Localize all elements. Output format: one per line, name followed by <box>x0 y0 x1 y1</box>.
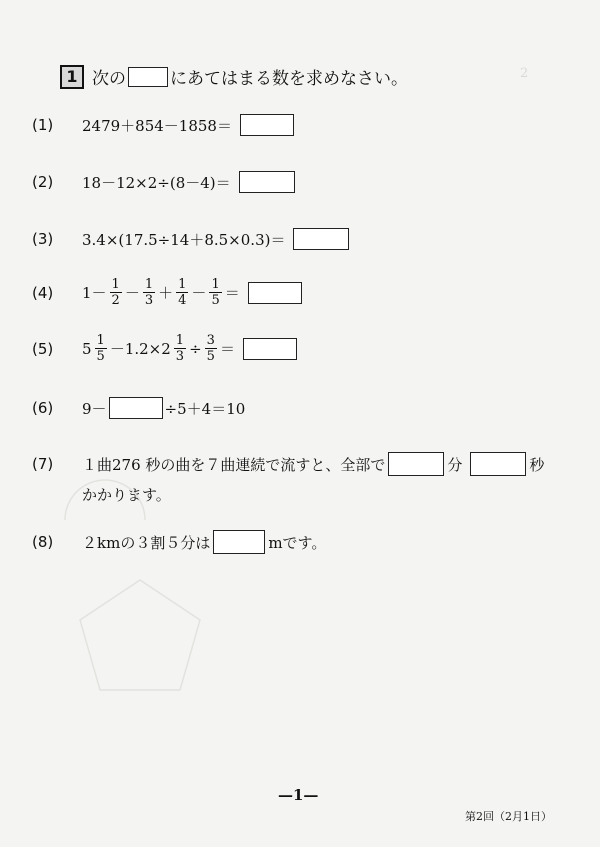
question-number-box: 1 <box>60 65 84 89</box>
numerator: 1 <box>175 333 185 348</box>
fraction <box>174 334 186 363</box>
denominator: 5 <box>206 349 215 364</box>
problem-expression <box>82 397 245 419</box>
denominator: 3 <box>175 349 185 364</box>
numerator: 3 <box>206 333 215 348</box>
expr-lead: 9－ <box>82 399 107 418</box>
problem-number: (2) <box>32 173 54 191</box>
problem-number: (6) <box>32 399 54 417</box>
problem-5 <box>32 334 297 363</box>
problem-expression: 18－12×2÷(8－4)＝ <box>82 173 231 192</box>
numerator: 1 <box>111 277 120 292</box>
answer-box-5[interactable] <box>243 338 297 360</box>
bleed-through-text: 2 <box>520 66 529 81</box>
operator: － <box>191 284 207 302</box>
problem-expression <box>82 334 235 363</box>
operator: ＋ <box>158 284 174 302</box>
bleed-through-semicircle <box>60 470 150 530</box>
problem-expression: 3.4×(17.5÷14＋8.5×0.3)＝ <box>82 230 286 249</box>
fraction <box>176 278 188 307</box>
problem-text-line1: １曲276 秒の曲を７曲連続で流すと、全部で <box>82 455 386 474</box>
denominator: 5 <box>211 293 220 308</box>
answer-box-6[interactable] <box>109 397 163 419</box>
fraction <box>143 278 155 307</box>
problem-number: (3) <box>32 230 54 248</box>
expr-lead: ２kmの３割５分は <box>82 533 211 552</box>
problem-2 <box>32 171 295 193</box>
header-suffix: にあてはまる数を求めなさい。 <box>170 69 408 89</box>
expr-lead: 1－ <box>82 284 107 302</box>
header-blank-box <box>128 67 168 87</box>
expr-tail: ÷5＋4＝10 <box>164 399 246 418</box>
problem-3 <box>32 228 349 250</box>
expr-tail: ＝ <box>224 284 240 302</box>
answer-box-2[interactable] <box>239 171 295 193</box>
problem-4 <box>32 278 302 307</box>
problem-text-line2: かかります。 <box>82 486 171 504</box>
answer-box-1[interactable] <box>240 114 294 136</box>
exam-round-label: 第2回（2月1日） <box>465 810 552 823</box>
problem-1 <box>32 114 294 136</box>
problem-8 <box>32 530 326 554</box>
answer-box-7-minutes[interactable] <box>388 452 444 476</box>
header-prefix: 次の <box>92 69 126 89</box>
numerator: 1 <box>144 277 154 292</box>
fraction <box>110 278 122 307</box>
numerator: 1 <box>96 333 105 348</box>
denominator: 4 <box>178 293 187 308</box>
answer-box-4[interactable] <box>248 282 302 304</box>
page-number: —1— <box>278 786 319 804</box>
problem-number: (4) <box>32 283 54 302</box>
problem-number: (8) <box>32 533 54 551</box>
problem-expression <box>82 278 240 307</box>
bleed-through-pentagon <box>75 575 205 695</box>
denominator: 5 <box>96 349 105 364</box>
problem-6 <box>32 397 245 419</box>
fraction <box>95 334 107 363</box>
problem-expression <box>82 530 326 554</box>
denominator: 2 <box>111 293 120 308</box>
problem-number: (7) <box>32 455 54 473</box>
answer-box-8[interactable] <box>213 530 265 554</box>
answer-box-3[interactable] <box>293 228 349 250</box>
whole-part: 5 <box>82 339 92 358</box>
section-header <box>60 64 408 89</box>
denominator: 3 <box>144 293 154 308</box>
problem-expression: 2479＋854－1858＝ <box>82 116 232 135</box>
unit-minutes: 分 <box>447 455 463 474</box>
fraction <box>209 278 221 307</box>
expr-mid: －1.2×2 <box>109 340 171 358</box>
fraction <box>205 334 217 363</box>
answer-box-7-seconds[interactable] <box>470 452 526 476</box>
problem-number: (1) <box>32 116 54 134</box>
operator: － <box>124 284 140 302</box>
expr-tail: ＝ <box>219 340 235 358</box>
expr-tail: mです。 <box>268 533 327 552</box>
unit-seconds: 秒 <box>529 455 545 474</box>
numerator: 1 <box>211 277 220 292</box>
operator: ÷ <box>189 339 202 358</box>
numerator: 1 <box>178 277 187 292</box>
problem-number: (5) <box>32 339 54 358</box>
